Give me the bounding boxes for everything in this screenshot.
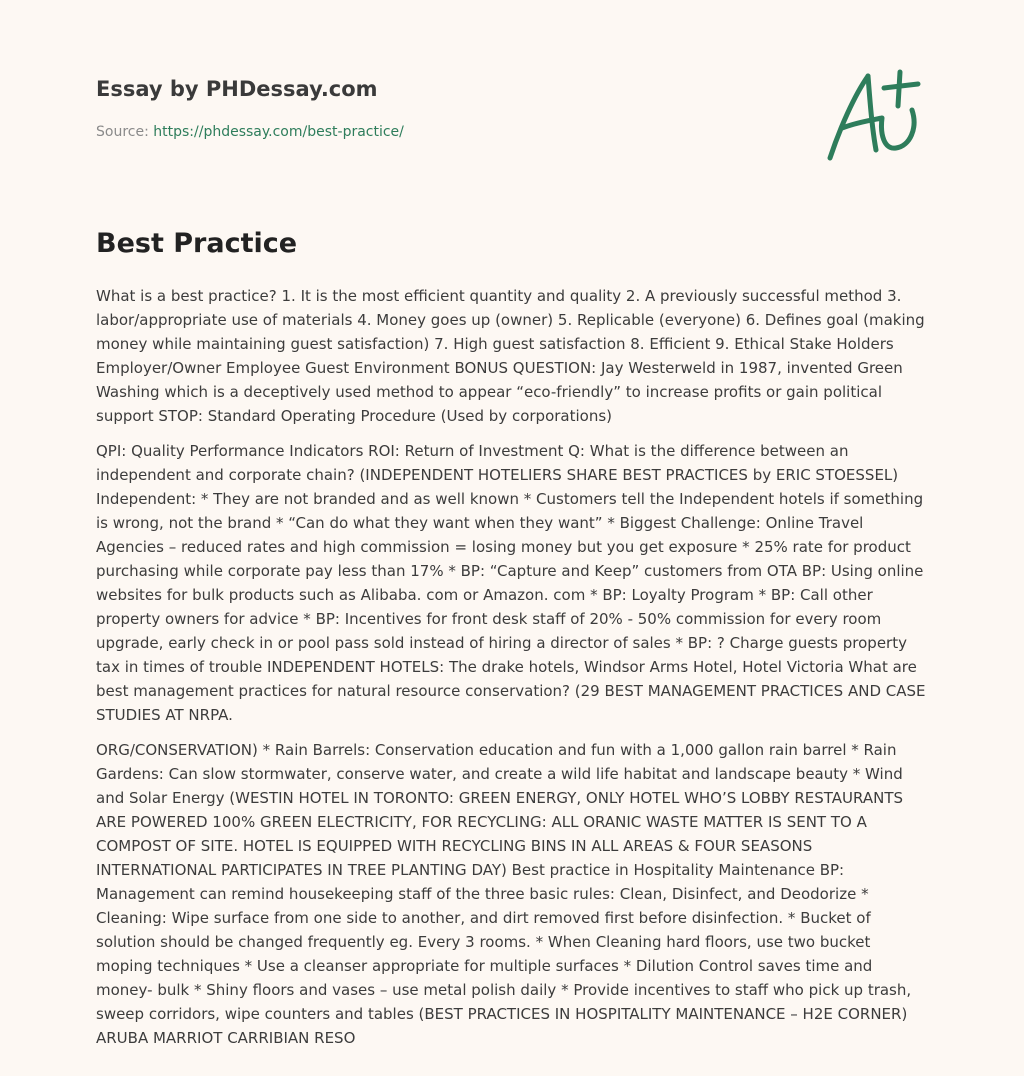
source-link[interactable]: https://phdessay.com/best-practice/ bbox=[153, 124, 404, 140]
source-line bbox=[96, 122, 796, 142]
body-paragraph: ORG/CONSERVATION) * Rain Barrels: Conservation education and fun with a 1,000 gallon rain barrel * Rain Gardens: Can slow stormwater, conserve water, and create a wild life habitat and landscape beauty * Wind and Solar Energy (WESTIN HOTEL IN TORONTO: GREEN ENERGY, ONLY HOTEL WHO’S LOBBY RESTAURANTS ARE POWERED 100% GREEN ELECTRICITY, FOR RECYCLING: ALL ORANIC WASTE MATTER IS SENT TO A COMPOST OF SITE. HOTEL IS EQUIPPED WITH RECYCLING BINS IN ALL AREAS & FOUR SEASONS INTERNATIONAL PARTICIPATES IN TREE PLANTING DAY) Best practice in Hospitality Maintenance BP: Management can remind housekeeping staff of the three basic rules: Clean, Disinfect, and Deodorize * Cleaning: Wipe surface from one side to another, and dirt removed first before disinfection. * Bucket of solution should be changed frequently eg. Every 3 rooms. * When Cleaning hard floors, use two bucket moping techniques * Use a cleanser appropriate for multiple surfaces * Dilution Control saves time and money- bulk * Shiny floors and vases – use metal polish daily * Provide incentives to staff who pick up trash, sweep corridors, wipe counters and tables (BEST PRACTICES IN HOSPITALITY MAINTENANCE – H2E CORNER) ARUBA MARRIOT CARRIBIAN RESO bbox=[96, 741, 912, 1047]
body-paragraph: What is a best practice? 1. It is the most efficient quantity and quality 2. A previously successful method 3. labor/appropriate use of materials 4. Money goes up (owner) 5. Replicable (everyone) 6. Defines goal (making money while maintaining guest satisfaction) 7. High guest satisfaction 8. Efficient 9. Ethical Stake Holders Employer/Owner Employee Guest Environment BONUS QUESTION: Jay Westerweld in 1987, invented Green Washing which is a deceptively used method to appear “eco-friendly” to increase profits or gain political support STOP: Standard Operating Procedure (Used by corporations) bbox=[96, 287, 925, 425]
body-paragraph: QPI: Quality Performance Indicators ROI: Return of Investment Q: What is the difference between an independent and corporate chain? (INDEPENDENT HOTELIERS SHARE BEST PRACTICES by ERIC STOESSEL) Independent: * They are not branded and as well known * Customers tell the Independent hotels if something is wrong, not the brand * “Can do what they want when they want” * Biggest Challenge: Online Travel Agencies – reduced rates and high commission = losing money but you get exposure * 25% rate for product purchasing while corporate pay less than 17% * BP: “Capture and Keep” customers from OTA BP: Using online websites for bulk products such as Alibaba. com or Amazon. com * BP: Loyalty Program * BP: Call other property owners for advice * BP: Incentives for front desk staff of 20% - 50% commission for every room upgrade, early check in or pool pass sold instead of hiring a director of sales * BP: ? Charge guests property tax in times of trouble INDEPENDENT HOTELS: The drake hotels, Windsor Arms Hotel, Hotel Victoria What are best management practices for natural resource conservation? (29 BEST MANAGEMENT PRACTICES AND CASE STUDIES AT NRPA. bbox=[96, 442, 926, 724]
a-plus-logo-icon bbox=[822, 66, 930, 166]
site-title: Essay by PHDessay.com bbox=[96, 77, 378, 101]
source-label: Source: bbox=[96, 124, 149, 140]
document-body bbox=[96, 284, 931, 1061]
page-header bbox=[96, 74, 796, 142]
document-title: Best Practice bbox=[96, 228, 298, 259]
